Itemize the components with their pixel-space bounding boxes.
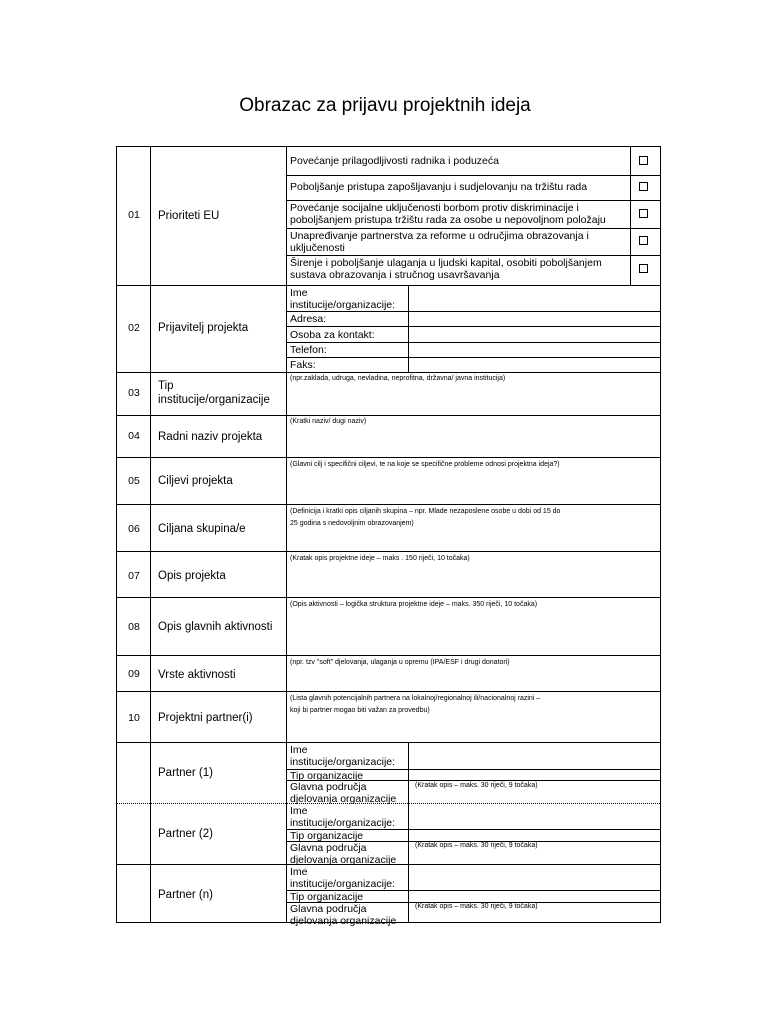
section-label: Prioriteti EU xyxy=(158,210,220,222)
section-09[interactable] xyxy=(117,655,660,691)
partner-areas-label: Glavna područja djelovanja organizacije xyxy=(290,781,397,805)
priority-option: Povećanje prilagodljivosti radnika i poduzeća xyxy=(290,155,499,167)
section-04[interactable] xyxy=(117,415,660,457)
applicant-address-label: Adresa: xyxy=(290,313,327,325)
row-divider xyxy=(286,326,660,327)
row-divider xyxy=(286,357,660,358)
section-07[interactable] xyxy=(117,551,660,597)
partner-name-label: Ime institucije/organizacije: xyxy=(290,866,396,890)
priority-checkbox[interactable] xyxy=(639,236,648,245)
section-label: Opis projekta xyxy=(158,570,226,582)
partner-hint: (Kratak opis – maks. 30 riječi, 9 točaka) xyxy=(415,842,538,849)
application-form xyxy=(116,146,661,927)
section-number: 10 xyxy=(128,712,140,724)
section-number: 02 xyxy=(128,322,140,334)
section-label: Projektni partner(i) xyxy=(158,712,253,724)
partner-type-label: Tip organizacije xyxy=(290,830,364,842)
priority-option: Povećanje socijalne uključenosti borbom protiv diskriminacije i poboljšanjem pristupa tržištu rada za osobe u nepovoljnom položaju xyxy=(290,202,606,226)
section-label: Prijavitelj projekta xyxy=(158,322,249,334)
partner-hint: (Kratak opis – maks. 30 riječi, 9 točaka) xyxy=(415,903,538,910)
row-divider xyxy=(286,228,660,229)
applicant-name-label: Ime institucije/organizacije: xyxy=(290,287,396,311)
field-divider xyxy=(408,286,409,373)
partner-label: Partner (2) xyxy=(158,828,213,840)
section-hint: (Definicija i kratki opis ciljanih skupina – npr. Mlade nezaposlene osobe u dobi od 15 do 25 godina s nedovoljnim obrazovanjem) xyxy=(290,508,561,527)
partner-type-label: Tip organizacije xyxy=(290,891,364,903)
section-label: Ciljana skupina/e xyxy=(158,523,246,535)
priority-checkbox[interactable] xyxy=(639,156,648,165)
priority-checkbox[interactable] xyxy=(639,182,648,191)
section-hint: (npr. tzv "soft" djelovanja, ulaganja u opremu (IPA/ESF i drugi donatori) xyxy=(290,659,510,666)
section-03[interactable] xyxy=(117,372,660,415)
section-hint: (npr.zaklada, udruga, nevladina, neprofitna, državna/ javna institucija) xyxy=(290,375,506,382)
section-hint: (Opis aktivnosti – logička struktura projektne ideje – maks. 350 riječi, 10 točaka) xyxy=(290,601,538,608)
section-label: Opis glavnih aktivnosti xyxy=(158,621,273,633)
partner-name-label: Ime institucije/organizacije: xyxy=(290,805,396,829)
section-01 xyxy=(117,147,660,285)
checkbox-divider xyxy=(630,147,631,285)
section-hint: (Kratak opis projektne ideje – maks . 150 riječi, 10 točaka) xyxy=(290,555,470,562)
partner-label: Partner (n) xyxy=(158,889,213,901)
row-divider xyxy=(286,175,660,176)
partner-label: Partner (1) xyxy=(158,767,213,779)
section-label: Vrste aktivnosti xyxy=(158,669,236,681)
applicant-fax-label: Faks: xyxy=(290,359,316,371)
partner-hint: (Kratak opis – maks. 30 riječi, 9 točaka) xyxy=(415,782,538,789)
row-divider xyxy=(286,255,660,256)
priority-option: Širenje i poboljšanje ulaganja u ljudski kapital, osobiti poboljšanjem sustava obrazovanja i stručnog usavršavanja xyxy=(290,257,602,281)
priority-option: Unapređivanje partnerstva za reforme u odručjima obrazovanja i uključenosti xyxy=(290,230,589,254)
row-divider xyxy=(286,342,660,343)
section-number: 03 xyxy=(128,387,140,399)
section-02 xyxy=(117,285,660,372)
row-divider xyxy=(286,200,660,201)
priority-checkbox[interactable] xyxy=(639,264,648,273)
field-divider xyxy=(408,804,409,865)
priority-checkbox[interactable] xyxy=(639,209,648,218)
partner-1-block xyxy=(117,742,660,803)
partner-areas-label: Glavna područja djelovanja organizacije xyxy=(290,903,397,927)
section-number: 05 xyxy=(128,475,140,487)
partner-type-label: Tip organizacije xyxy=(290,770,364,782)
field-divider xyxy=(408,743,409,804)
partner-areas-label: Glavna područja djelovanja organizacije xyxy=(290,842,397,866)
section-number: 07 xyxy=(128,570,140,582)
section-hint: (Kratki naziv/ dugi naziv) xyxy=(290,418,367,425)
row-divider xyxy=(286,311,660,312)
section-05[interactable] xyxy=(117,457,660,504)
section-hint: (Glavni cilj i specifični ciljevi, te na koje se specifične probleme odnosi projektna ideja?) xyxy=(290,461,560,468)
section-number: 06 xyxy=(128,523,140,535)
partner-n-block xyxy=(117,864,660,927)
field-divider xyxy=(408,865,409,923)
section-label: Radni naziv projekta xyxy=(158,431,263,443)
section-number: 04 xyxy=(128,430,140,442)
applicant-contact-label: Osoba za kontakt: xyxy=(290,329,375,341)
section-06[interactable] xyxy=(117,504,660,551)
section-number: 09 xyxy=(128,668,140,680)
section-10[interactable] xyxy=(117,691,660,742)
section-label: Tip institucije/organizacije xyxy=(158,380,270,406)
section-hint: (Lista glavnih potencijalnih partnera na lokalnoj/regionalnoj ili/nacionalnoj razini – koji bi partner mogao biti važan za provedbu) xyxy=(290,695,541,714)
partner-2-block xyxy=(117,803,660,864)
page-title: Obrazac za prijavu projektnih ideja xyxy=(239,95,531,116)
section-08[interactable] xyxy=(117,597,660,655)
section-number: 01 xyxy=(128,209,140,221)
priority-option: Poboljšanje pristupa zapošljavanju i sudjelovanju na tržištu rada xyxy=(290,181,588,193)
partner-name-label: Ime institucije/organizacije: xyxy=(290,744,396,768)
section-label: Ciljevi projekta xyxy=(158,475,233,487)
applicant-phone-label: Telefon: xyxy=(290,344,327,356)
section-number: 08 xyxy=(128,621,140,633)
